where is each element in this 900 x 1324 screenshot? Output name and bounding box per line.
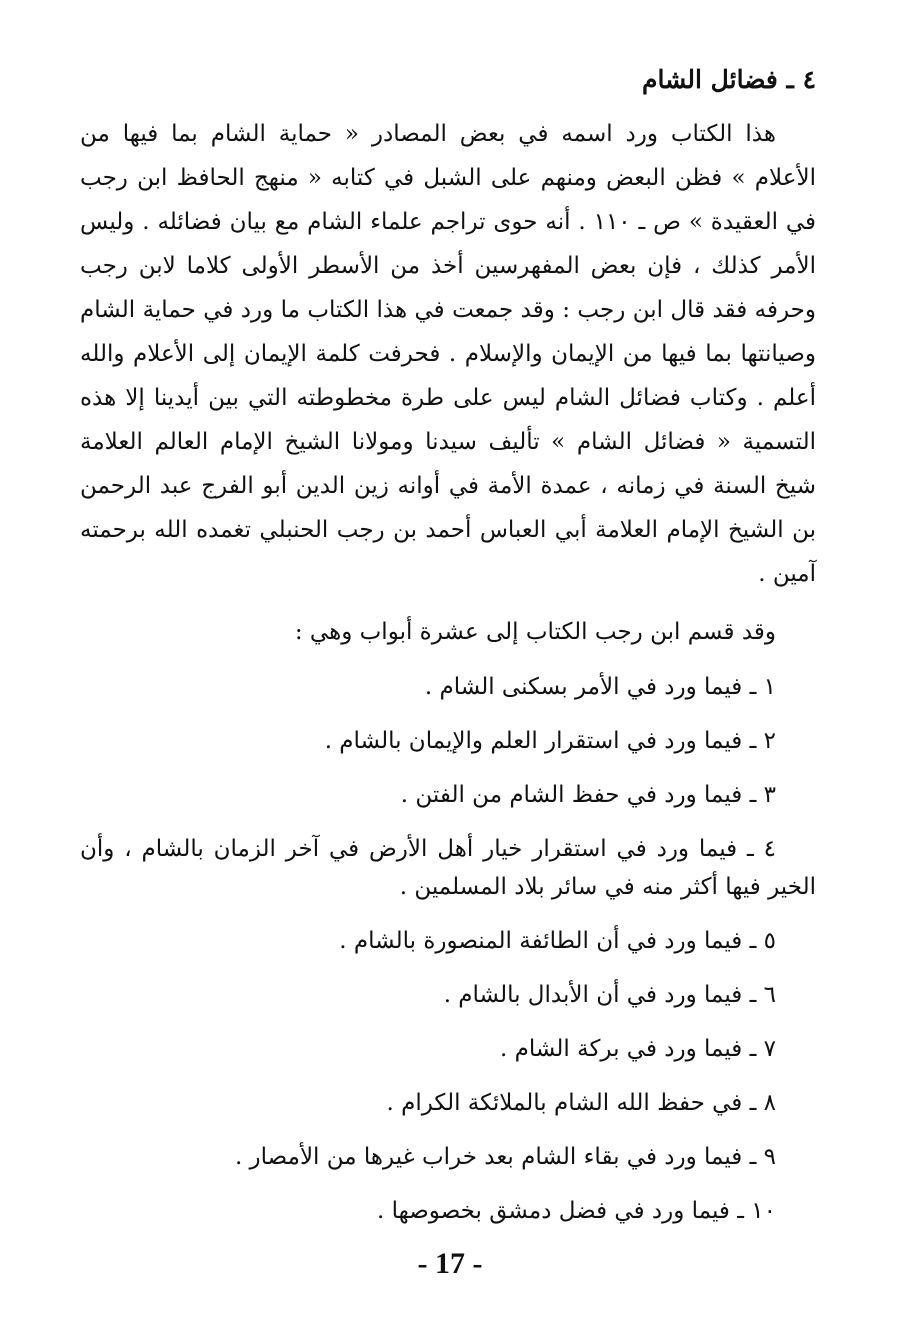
list-item: ٣ ـ فيما ورد في حفظ الشام من الفتن . (400, 782, 776, 808)
list-item: ١٠ ـ فيما ورد في فضل دمشق بخصوصها . (377, 1198, 776, 1224)
chapters-lead: وقد قسم ابن رجب الكتاب إلى عشرة أبواب وهي : (294, 619, 776, 645)
list-item: ٢ ـ فيما ورد في استقرار العلم والإيمان بالشام . (324, 728, 776, 754)
list-item: ٦ ـ فيما ورد في أن الأبدال بالشام . (443, 982, 776, 1008)
intro-paragraph: هذا الكتاب ورد اسمه في بعض المصادر « حماية الشام بما فيها من الأعلام » فظن البعض ومنهم على الشبل في كتابه « منهج الحافظ ابن رجب في العقيدة » ص ـ ١١٠ . أنه حوى تراجم علماء الشام مع بيان فضائله . وليس الأمر كذلك ، فإن بعض المفهرسين أخذ من الأسطر الأولى كلاما لابن رجب وحرفه فقد قال ابن رجب : وقد جمعت في هذا الكتاب ما ورد في حماية الشام وصيانتها بما فيها من الإيمان والإسلام . فحرفت كلمة الإيمان إلى الأعلام والله أعلم . وكتاب فضائل الشام ليس على طرة مخطوطته التي بين أيدينا إلا هذه التسمية « فضائل الشام » تأليف سيدنا ومولانا الشيخ الإمام العالم العلامة شيخ السنة في زمانه ، عمدة الأمة في أوانه زين الدين أبو الفرج عبد الرحمن بن الشيخ الإمام العلامة أبي العباس أحمد بن رجب الحنبلي تغمده الله برحمته آمين . (80, 121, 817, 587)
page-number: - 17 - (417, 1247, 483, 1280)
list-item: ٤ ـ فيما ورد في استقرار خيار أهل الأرض في آخر الزمان بالشام ، وأن الخير فيها أكثر منه في سائر بلاد المسلمين . (80, 836, 816, 900)
list-item: ٧ ـ فيما ورد في بركة الشام . (500, 1036, 776, 1062)
list-item: ٩ ـ فيما ورد في بقاء الشام بعد خراب غيرها من الأمصار . (234, 1144, 776, 1170)
list-item: ٥ ـ فيما ورد في أن الطائفة المنصورة بالشام . (339, 928, 776, 954)
chapter-list (80, 668, 816, 1230)
section-heading: ٤ ـ فضائل الشام (642, 65, 816, 94)
list-item: ٨ ـ في حفظ الله الشام بالملائكة الكرام . (386, 1090, 776, 1116)
list-item: ١ ـ فيما ورد في الأمر بسكنى الشام . (424, 674, 776, 700)
page-body (80, 60, 816, 1246)
